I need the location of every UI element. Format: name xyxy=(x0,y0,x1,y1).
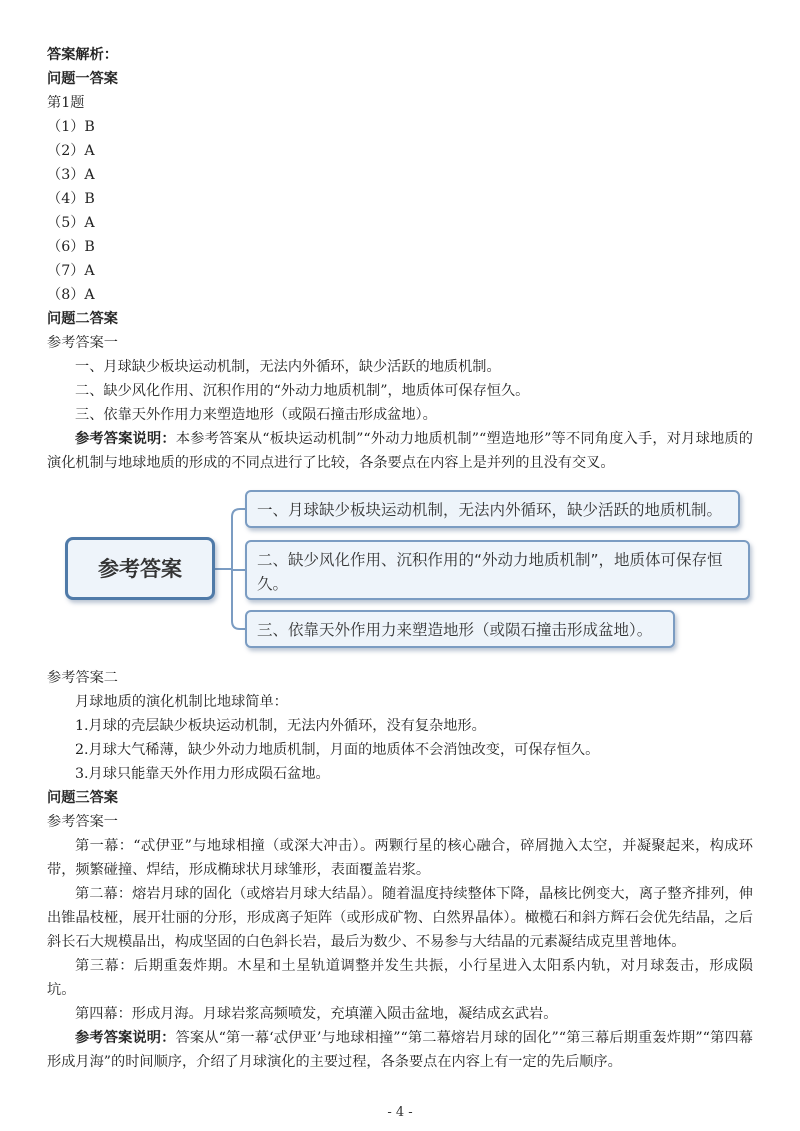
q3-act-paragraph: 第四幕：形成月海。月球岩浆高频喷发，充填灌入陨击盆地，凝结成玄武岩。 xyxy=(75,1006,558,1022)
q1-answer-item: （7）A xyxy=(47,263,95,279)
q2-answer2-title: 参考答案二 xyxy=(47,670,118,686)
q2-answer1-point: 一、月球缺少板块运动机制，无法内外循环，缺少活跃的地质机制。 xyxy=(75,359,501,375)
q2-answer2-point: 2.月球大气稀薄，缺少外动力地质机制，月面的地质体不会消蚀改变，可保存恒久。 xyxy=(75,742,600,758)
q1-subtitle: 第1题 xyxy=(47,95,85,111)
q2-answer-note xyxy=(47,427,753,475)
q2-answer1-point: 三、依靠天外作用力来塑造地形（或陨石撞击形成盆地）。 xyxy=(75,407,437,423)
q3-title: 问题三答案 xyxy=(47,790,118,806)
q3-answer-note xyxy=(47,1026,753,1074)
q1-title: 问题一答案 xyxy=(47,71,118,87)
q1-answer-item: （4）B xyxy=(47,191,95,207)
q1-answer-item: （2）A xyxy=(47,143,95,159)
q1-answer-item: （8）A xyxy=(47,287,95,303)
answer-mindmap-diagram xyxy=(47,475,753,666)
q3-act-paragraph: 第三幕：后期重轰炸期。木星和土星轨道调整并发生共振，小行星进入太阳系内轨，对月球轰击，形成陨坑。 xyxy=(47,958,753,998)
q3-act-paragraph: 第二幕：熔岩月球的固化（或熔岩月球大结晶）。随着温度持续整体下降，晶核比例变大，离子整齐排列，伸出锥晶枝桠，展开壮丽的分形，形成离子矩阵（或形成矿物、白然界晶体）。橄榄石和斜方辉石会优先结晶，之后斜长石大规模晶出，构成坚固的白色斜长岩，最后为数少、不易参与大结晶的元素凝结成克里普地体。 xyxy=(47,886,753,950)
q2-answer2-point: 1.月球的壳层缺少板块运动机制，无法内外循环，没有复杂地形。 xyxy=(75,718,486,734)
mindmap-center-node: 参考答案 xyxy=(65,537,215,600)
document-body xyxy=(47,43,753,1074)
answer-analysis-heading: 答案解析： xyxy=(47,47,118,63)
q2-answer2-point: 3.月球只能靠天外作用力形成陨石盆地。 xyxy=(75,766,330,782)
q2-answer1-point: 二、缺少风化作用、沉积作用的“外动力地质机制”，地质体可保存恒久。 xyxy=(75,383,530,399)
q3-note-label: 参考答案说明： xyxy=(75,1030,176,1046)
q1-answer-item: （5）A xyxy=(47,215,95,231)
q1-answer-item: （6）B xyxy=(47,239,95,255)
q2-note-text: 本参考答案从“板块运动机制”“外动力地质机制”“塑造地形”等不同角度入手，对月球地质的演化机制与地球地质的形成的不同点进行了比较，各条要点在内容上是并列的且没有交叉。 xyxy=(47,431,753,471)
q1-answer-item: （3）A xyxy=(47,167,95,183)
q3-act-paragraph: 第一幕：“忒伊亚”与地球相撞（或深大冲击）。两颗行星的核心融合，碎屑抛入太空，并凝聚起来，构成环带，频繁碰撞、焊结，形成椭球状月球雏形，表面覆盖岩浆。 xyxy=(47,838,753,878)
mindmap-branch-node: 三、依靠天外作用力来塑造地形（或陨石撞击形成盆地）。 xyxy=(245,610,675,648)
q2-answer2-intro: 月球地质的演化机制比地球简单： xyxy=(75,694,288,710)
q3-note-text: 答案从“第一幕‘忒伊亚’与地球相撞”“第二幕熔岩月球的固化”“第三幕后期重轰炸期”“第四幕形成月海”的时间顺序，介绍了月球演化的主要过程，各条要点在内容上有一定的先后顺序。 xyxy=(47,1030,753,1070)
q3-answer1-title: 参考答案一 xyxy=(47,814,118,830)
q1-answer-item: （1）B xyxy=(47,119,95,135)
mindmap-branch-node: 二、缺少风化作用、沉积作用的“外动力地质机制”，地质体可保存恒久。 xyxy=(245,540,750,600)
q2-note-label: 参考答案说明： xyxy=(75,431,176,447)
q2-answer1-title: 参考答案一 xyxy=(47,335,118,351)
page-number: - 4 - xyxy=(387,1105,413,1120)
q2-title: 问题二答案 xyxy=(47,311,118,327)
mindmap-branch-node: 一、月球缺少板块运动机制，无法内外循环，缺少活跃的地质机制。 xyxy=(245,490,740,528)
